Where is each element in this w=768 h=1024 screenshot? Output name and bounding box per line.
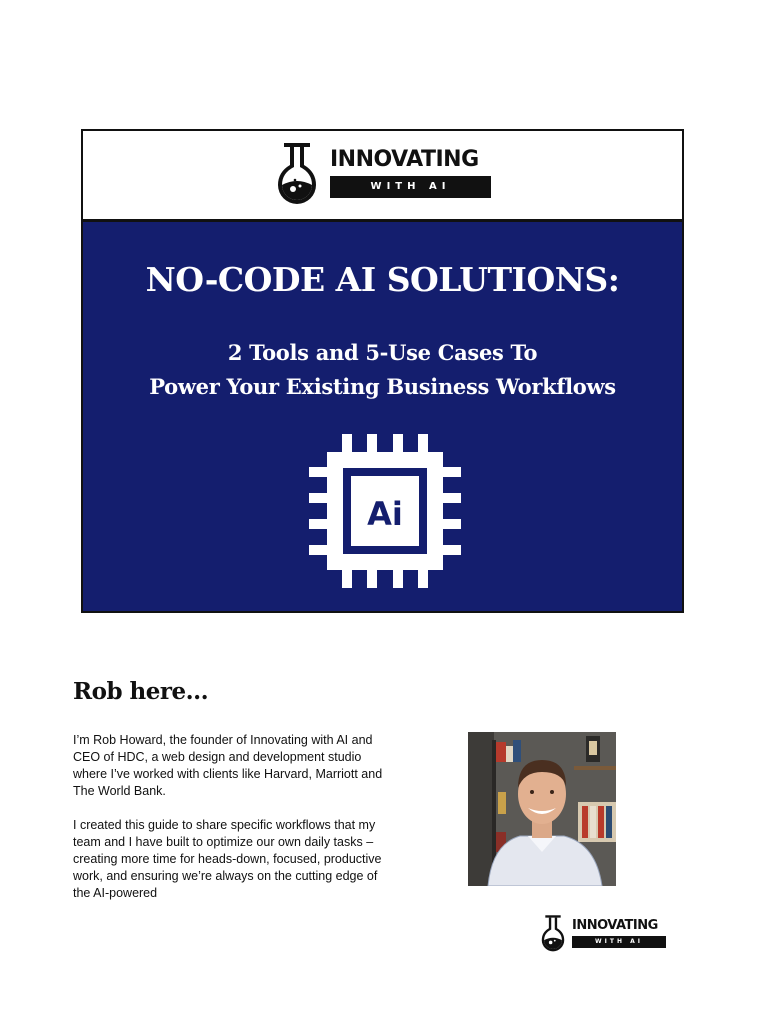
footer-brand-logo: [540, 914, 666, 952]
flask-icon: [540, 914, 566, 952]
intro-paragraph: I created this guide to share specific workflows that my team and I have built to optimize our own daily tasks – creating more time for heads-down, focused, productive work, and ensuring we’re always on the cutting edge of the AI-powered: [73, 818, 382, 900]
intro-heading: Rob here...: [73, 678, 209, 705]
intro-paragraph: I’m Rob Howard, the founder of Innovating with AI and CEO of HDC, a web design and development studio where I’ve worked with clients like Harvard, Marriott and The World Bank.: [73, 733, 383, 798]
cover-banner: [81, 129, 684, 613]
cover-subtitle-line-1: 2 Tools and 5-Use Cases To: [227, 340, 538, 365]
chip-label: Ai: [367, 495, 403, 533]
ai-chip-icon: [309, 434, 461, 588]
intro-text: [73, 732, 383, 919]
author-photo-image: [468, 732, 616, 886]
brand-tagline: WITH AI: [330, 176, 491, 198]
brand-name: INNOVATING: [330, 147, 479, 172]
cover-title: NO-CODE AI SOLUTIONS:: [145, 260, 620, 299]
author-photo: [468, 732, 616, 886]
flask-icon: [275, 141, 319, 205]
brand-logo: [275, 141, 491, 205]
footer-brand-tagline: WITH AI: [572, 936, 666, 948]
cover-body: [83, 222, 682, 611]
cover-subtitle-line-2: Power Your Existing Business Workflows: [149, 374, 616, 399]
cover-header: [83, 131, 682, 222]
footer-brand-name: INNOVATING: [572, 918, 658, 933]
cover-subtitle: [83, 336, 682, 404]
